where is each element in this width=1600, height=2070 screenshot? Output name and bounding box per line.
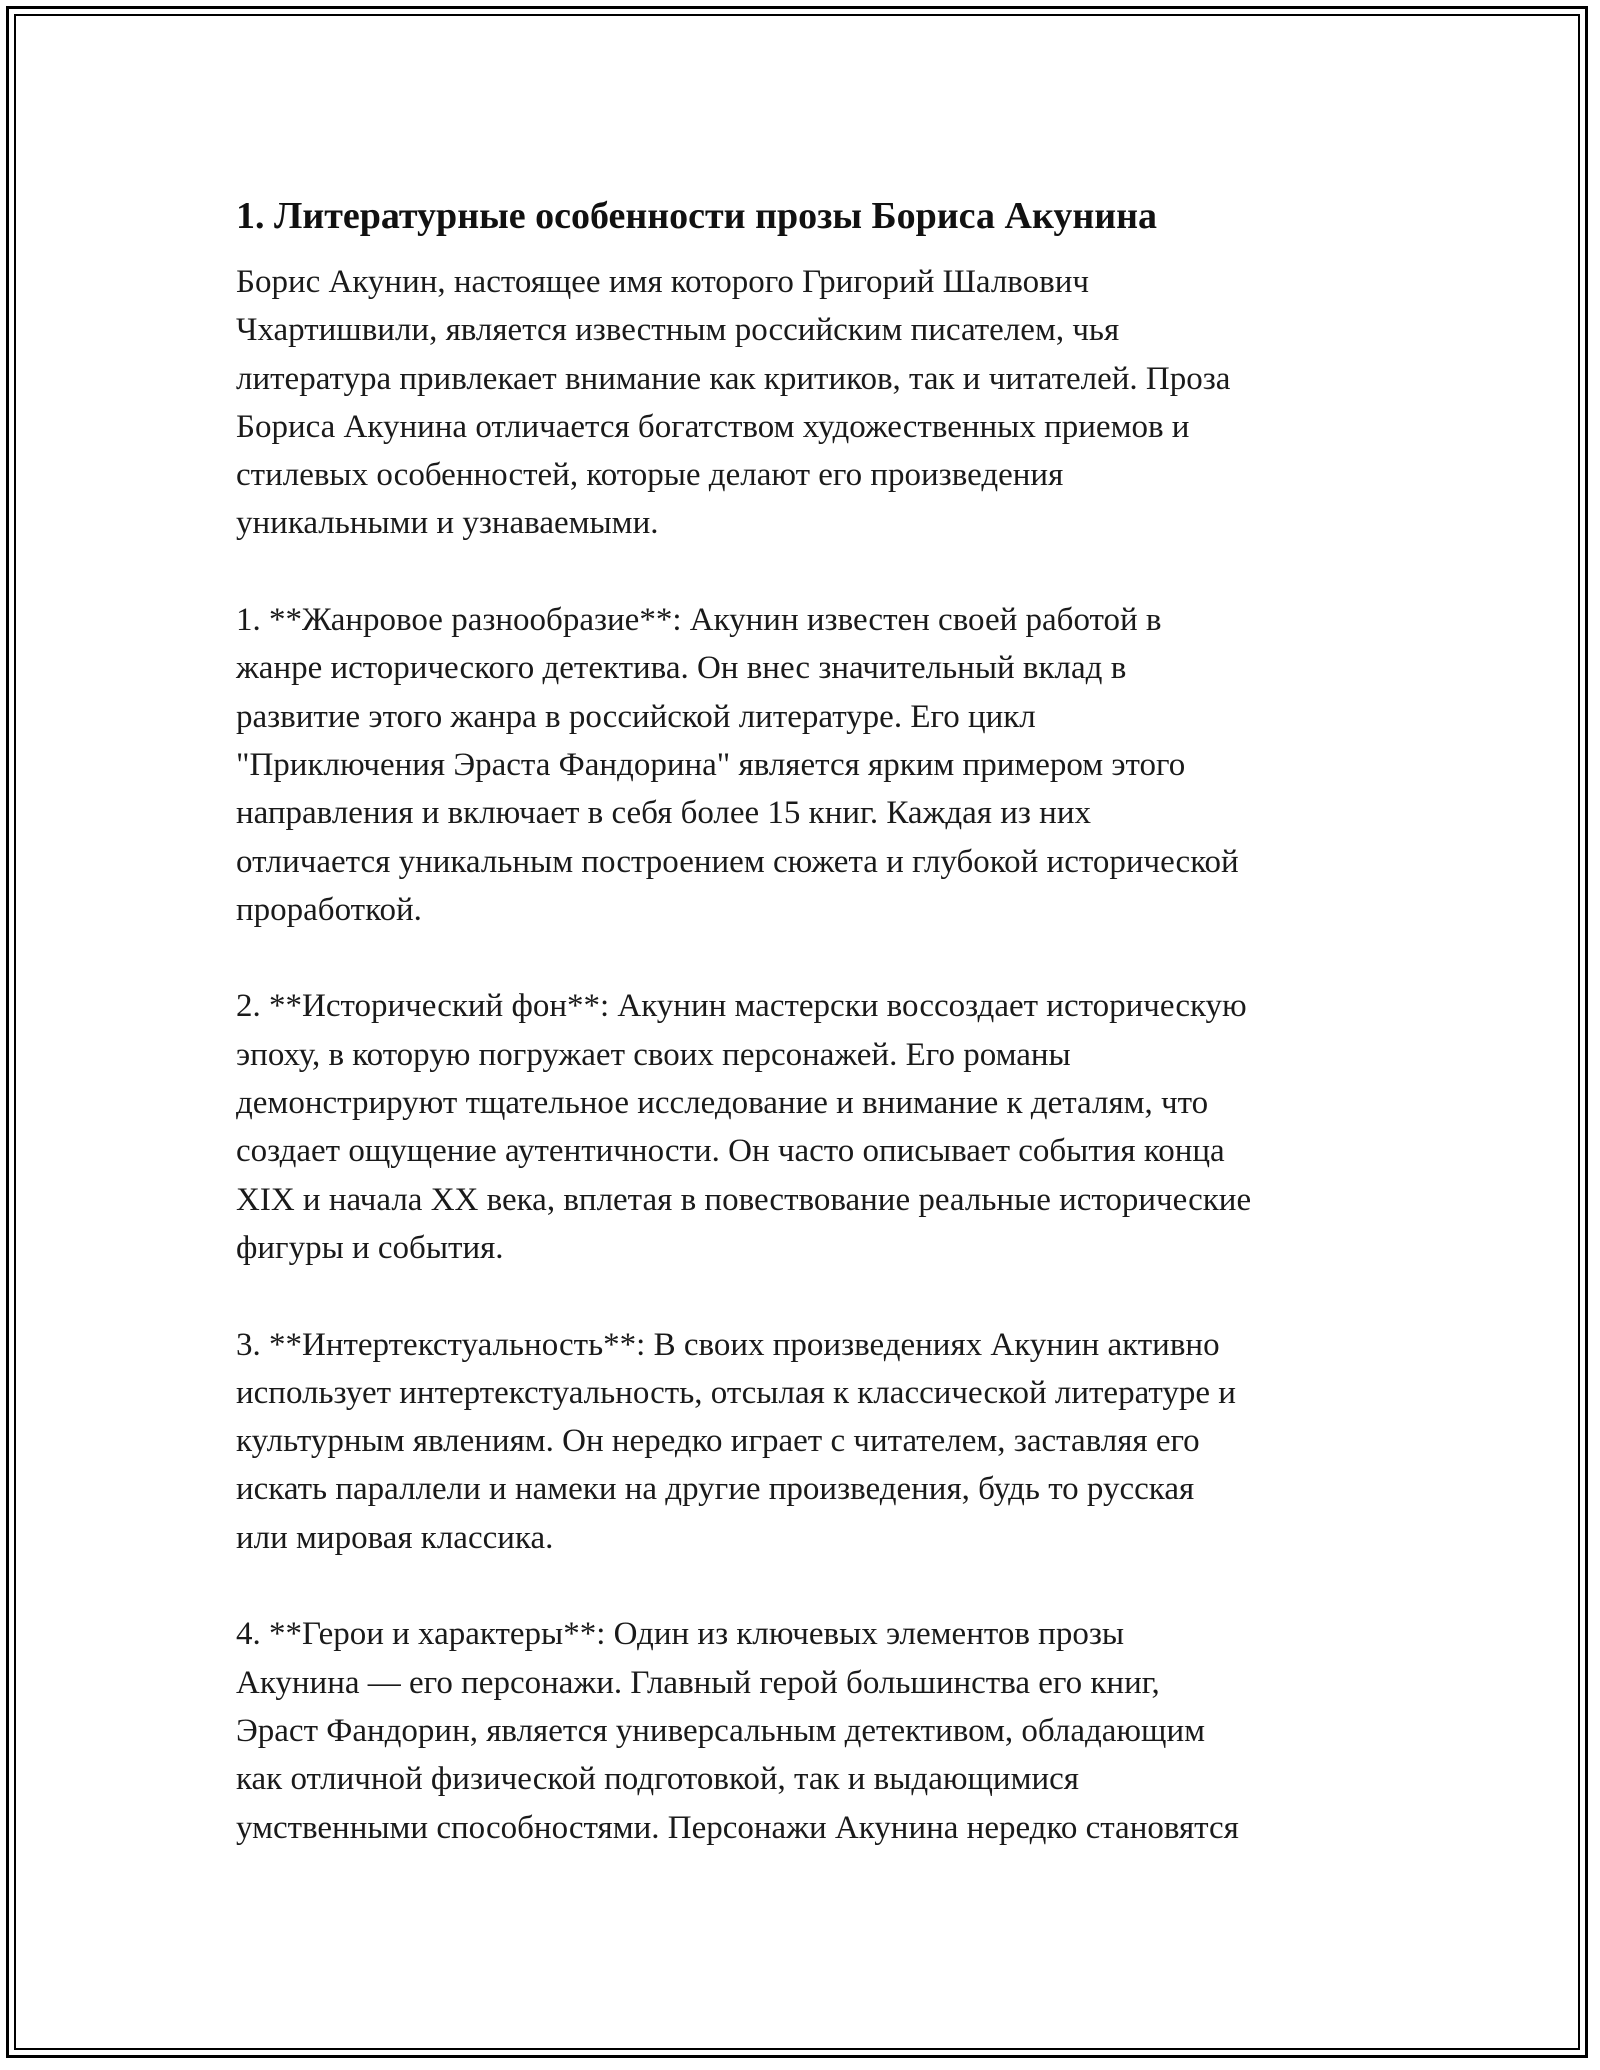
paragraph-heroes-characters: 4. **Герои и характеры**: Один из ключевых элементов прозы Акунина — его персонажи. Главный герой большинства его книг, Эраст Фандорин, является универсальным детективом, обладающим как отличной физической подготовкой, так и выдающимися умственными способностями. Персонажи Акунина нередко становятся bbox=[236, 1616, 1239, 1846]
paragraph-genre-diversity: 1. **Жанровое разнообразие**: Акунин известен своей работой в жанре исторического детектива. Он внес значительный вклад в развитие этого жанра в российской литературе. Его цикл "Приключения Эраста Фандорина" является ярким примером этого направления и включает в себя более 15 книг. Каждая из них отличается уникальным построением сюжета и глубокой исторической проработкой. bbox=[236, 602, 1239, 928]
paragraph-historical-background: 2. **Исторический фон**: Акунин мастерски воссоздает историческую эпоху, в которую погружает своих персонажей. Его романы демонстрируют тщательное исследование и внимание к деталям, что создает ощущение аутентичности. Он часто описывает события конца XIX и начала XX века, вплетая в повествование реальные исторические фигуры и события. bbox=[236, 988, 1252, 1266]
section-heading: 1. Литературные особенности прозы Бориса Акунина bbox=[236, 195, 1157, 237]
paragraph-intertextuality: 3. **Интертекстуальность**: В своих произведениях Акунин активно использует интертекстуальность, отсылая к классической литературе и культурным явлениям. Он нередко играет с читателем, заставляя его искать параллели и намеки на другие произведения, будь то русская или мировая классика. bbox=[236, 1326, 1236, 1556]
paragraph-intro: Борис Акунин, настоящее имя которого Григорий Шалвович Чхартишвили, является известным российским писателем, чья литература привлекает внимание как критиков, так и читателей. Проза Бориса Акунина отличается богатством художественных приемов и стилевых особенностей, которые делают его произведения уникальными и узнаваемыми. bbox=[236, 264, 1231, 542]
document-body bbox=[236, 180, 1386, 1852]
